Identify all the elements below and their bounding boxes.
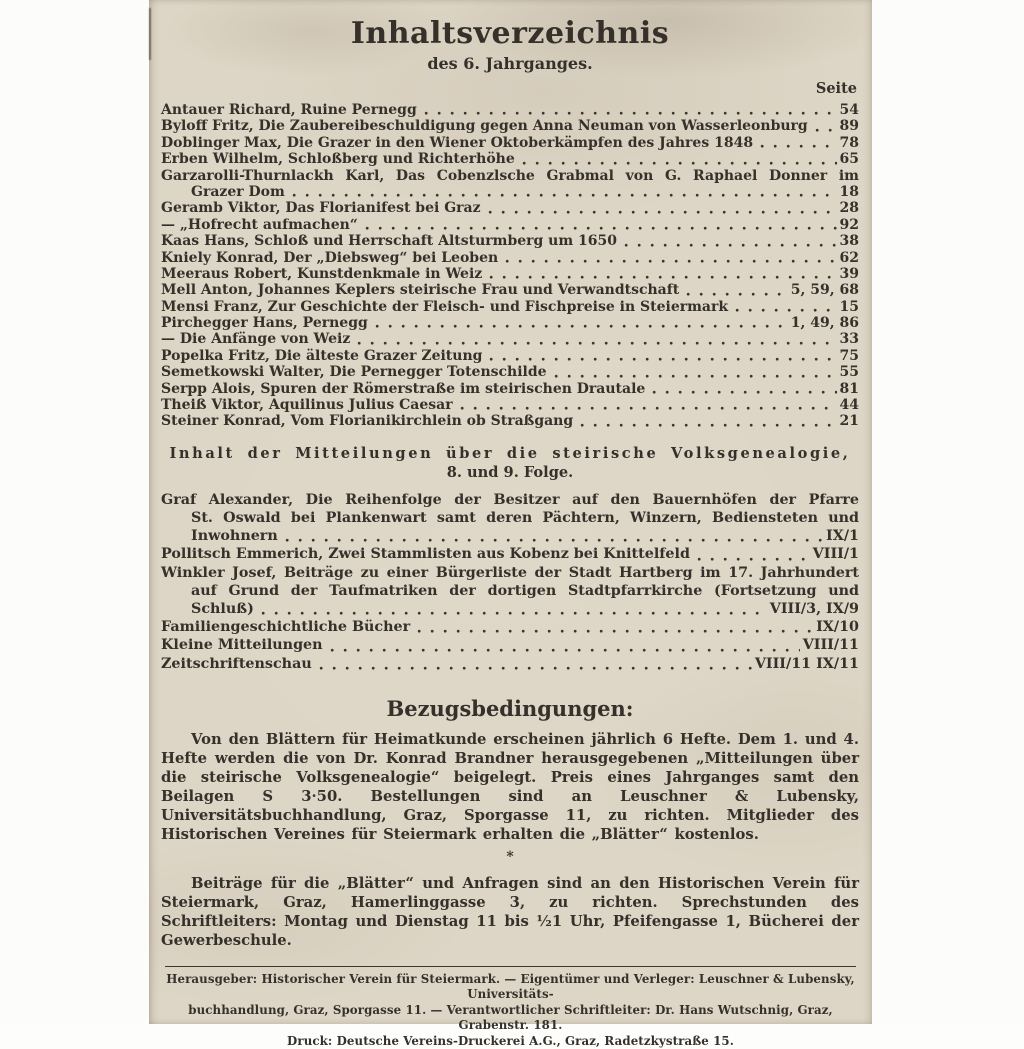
toc-page-number: 55 xyxy=(839,364,859,381)
toc-entry-text: Mensi Franz, Zur Geschichte der Fleisch- und Fischpreise in Steiermark xyxy=(161,298,729,315)
section-separator-asterisk: * xyxy=(506,848,514,865)
toc-entry-text: Popelka Fritz, Die älteste Grazer Zeitung xyxy=(161,347,483,364)
toc-entry-text: — Die Anfänge von Weiz xyxy=(161,331,351,348)
toc-entry-text: Grazer Dom xyxy=(191,183,285,200)
toc-entry-text: Antauer Richard, Ruine Pernegg xyxy=(161,102,417,118)
dot-leader xyxy=(460,406,837,411)
toc-entry-text: Kleine Mitteilungen xyxy=(161,637,323,654)
toc-entry-line xyxy=(161,135,859,151)
toc-entry-line xyxy=(161,564,859,582)
dot-leader xyxy=(505,259,836,264)
toc-page-number: IX/10 xyxy=(816,619,859,636)
dot-leader xyxy=(375,324,788,329)
toc-page-number: 44 xyxy=(839,397,859,414)
dot-leader xyxy=(365,226,837,231)
toc-entry-line xyxy=(161,102,859,118)
toc-entry-text: Erben Wilhelm, Schloßberg und Richterhöhe xyxy=(161,151,515,168)
dot-leader xyxy=(624,243,837,248)
dot-leader xyxy=(357,341,836,346)
toc-entry-line xyxy=(161,184,859,200)
dot-leader xyxy=(424,111,837,116)
dot-leader xyxy=(686,292,788,297)
dot-leader xyxy=(417,629,813,634)
toc-page-number: VIII/1 xyxy=(812,546,859,563)
toc-entry-text: auf Grund der Taufmatriken der dortigen Stadtpfarrkirche (Fortsetzung und xyxy=(191,582,859,599)
toc-page-number: 5, 59, 68 xyxy=(790,282,859,299)
toc-entry-line xyxy=(161,655,859,673)
toc-page-number: 78 xyxy=(839,134,859,151)
toc-entry-line xyxy=(161,266,859,282)
toc-entry-line xyxy=(161,618,859,636)
toc-page-number: 62 xyxy=(839,249,859,266)
toc-entry-text: Kniely Konrad, Der „Diebsweg“ bei Leoben xyxy=(161,249,499,266)
toc-entry-line xyxy=(161,217,859,233)
dot-leader xyxy=(760,144,836,149)
toc-entry-line xyxy=(161,282,859,298)
toc-entry-text: Winkler Josef, Beiträge zu einer Bürgerliste der Stadt Hartberg im 17. Jahrhundert xyxy=(161,564,859,581)
toc-page-number: VIII/11 IX/11 xyxy=(754,655,859,672)
toc-entry-text: Inwohnern xyxy=(191,528,278,545)
toc-entry-text: Semetkowski Walter, Die Pernegger Totenschilde xyxy=(161,364,547,381)
dot-leader xyxy=(330,648,800,653)
toc-entry-line xyxy=(161,364,859,380)
toc-page-number: 1, 49, 86 xyxy=(790,315,859,332)
toc-page-number: 38 xyxy=(839,233,859,250)
subscription-paragraph-2: Beiträge für die „Blätter“ und Anfragen sind an den Historischen Verein für Steiermark, Graz, Hamerlinggasse 3, zu richten. Sprechstunden des Schriftleiters: Montag und Dienstag 11 bis ½1 Uhr, Pfeifengasse 1, Bücherei der Gewerbeschule. xyxy=(161,874,859,949)
toc-entry-line xyxy=(161,315,859,331)
toc-page-number: 92 xyxy=(839,216,859,233)
dot-leader xyxy=(489,357,836,362)
toc-page-number: 75 xyxy=(839,347,859,364)
toc-page-number: 54 xyxy=(839,102,859,118)
toc-page-number: IX/1 xyxy=(826,528,859,545)
toc-entry-text: Mell Anton, Johannes Keplers steirische Frau und Verwandtschaft xyxy=(161,282,680,299)
dot-leader xyxy=(735,308,836,313)
toc-entry-text: Familiengeschichtliche Bücher xyxy=(161,619,411,636)
toc-page-number: VIII/3, IX/9 xyxy=(769,600,859,617)
dot-leader xyxy=(580,423,836,428)
toc-page-number: 15 xyxy=(839,298,859,315)
dot-leader xyxy=(285,538,823,543)
toc-entry-text: Geramb Viktor, Das Florianifest bei Graz xyxy=(161,200,481,217)
toc-page-number: 21 xyxy=(839,413,859,430)
dot-leader xyxy=(522,161,837,166)
page-content xyxy=(161,0,859,950)
toc-entry-line xyxy=(161,250,859,266)
toc-entry-line xyxy=(161,582,859,600)
toc-entry-line xyxy=(161,299,859,315)
page-title: Inhaltsverzeichnis xyxy=(350,16,670,51)
toc-entry-text: Pirchegger Hans, Pernegg xyxy=(161,315,368,332)
subscription-heading: Bezugsbedingungen: xyxy=(386,695,634,721)
toc-entry-text: Steiner Konrad, Vom Florianikirchlein ob Straßgang xyxy=(161,413,574,430)
toc-entry-text: Graf Alexander, Die Reihenfolge der Besitzer auf den Bauernhöfen der Pfarre xyxy=(161,491,859,508)
toc-entry-line xyxy=(161,233,859,249)
toc-entry-text: Schluß) xyxy=(191,600,254,617)
dot-leader xyxy=(261,611,767,616)
toc-entry-text: Byloff Fritz, Die Zaubereibeschuldigung gegen Anna Neuman von Wasserleonburg xyxy=(161,118,808,135)
toc-entry-line xyxy=(161,527,859,545)
toc-page-number: 81 xyxy=(839,380,859,397)
dot-leader xyxy=(815,128,837,133)
toc-entry-text: Garzarolli-Thurnlackh Karl, Das Cobenzlsche Grabmal von G. Raphael Donner im xyxy=(161,167,859,184)
toc-entry-text: St. Oswald bei Plankenwart samt deren Pächtern, Winzern, Bediensteten und xyxy=(191,510,859,526)
toc-entry-line xyxy=(161,413,859,429)
toc-entry-line xyxy=(161,348,859,364)
dot-leader xyxy=(652,390,836,395)
toc-entry-text: Theiß Viktor, Aquilinus Julius Caesar xyxy=(161,397,453,414)
toc-entry-text: Zeitschriftenschau xyxy=(161,655,312,672)
genealogy-section-heading-line2: 8. und 9. Folge. xyxy=(446,463,574,481)
dot-leader xyxy=(697,557,810,562)
dot-leader xyxy=(488,210,837,215)
toc-entry-line xyxy=(161,600,859,618)
imprint-line: Herausgeber: Historischer Verein für Steiermark. — Eigentümer und Verleger: Leuschner & Lubensky, Universitäts- xyxy=(166,972,855,1002)
imprint-line: buchhandlung, Graz, Sporgasse 11. — Verantwortlicher Schriftleiter: Dr. Hans Wutschnig, Graz, Grabenstr. 181. xyxy=(188,1002,833,1033)
toc-entry-line xyxy=(161,168,859,184)
toc-page-number: 89 xyxy=(839,118,859,135)
imprint-line: Druck: Deutsche Vereins-Druckerei A.G., Graz, Radetzkystraße 15. xyxy=(287,1033,734,1048)
toc-page-number: 28 xyxy=(839,200,859,217)
toc-page-number: 18 xyxy=(839,183,859,200)
toc-entry-text: — „Hofrecht aufmachen“ xyxy=(161,216,358,233)
toc-entry-line xyxy=(161,397,859,413)
toc-entry-text: Pollitsch Emmerich, Zwei Stammlisten aus Kobenz bei Knittelfeld xyxy=(161,546,690,563)
toc-entry-line xyxy=(161,118,859,134)
toc-entry-line xyxy=(161,491,859,509)
dot-leader xyxy=(489,275,836,280)
toc-entry-line xyxy=(161,545,859,563)
dot-leader xyxy=(292,193,837,198)
page-column-header: Seite xyxy=(815,80,857,97)
toc-entry-line xyxy=(161,331,859,347)
toc-entry-text: Serpp Alois, Spuren der Römerstraße im steirischen Drautale xyxy=(161,380,646,397)
toc-page-number: 65 xyxy=(839,151,859,168)
toc-genealogy-list xyxy=(161,491,859,673)
page-subtitle: des 6. Jahrganges. xyxy=(427,54,593,73)
toc-entry-text: Meeraus Robert, Kunstdenkmale in Weiz xyxy=(161,265,483,282)
toc-entry-line xyxy=(161,151,859,167)
footer-rule xyxy=(165,966,856,967)
toc-page-number: 39 xyxy=(839,265,859,282)
toc-page-number: 33 xyxy=(839,331,859,348)
toc-entry-line xyxy=(161,636,859,654)
toc-page-number: VIII/11 xyxy=(802,637,859,654)
toc-entry-text: Kaas Hans, Schloß und Herrschaft Altsturmberg um 1650 xyxy=(161,233,618,250)
toc-entry-line xyxy=(161,200,859,216)
toc-entry-text: Doblinger Max, Die Grazer in den Wiener Oktoberkämpfen des Jahres 1848 xyxy=(161,134,754,151)
book-page xyxy=(149,0,872,1048)
subscription-paragraph-1: Von den Blättern für Heimatkunde erscheinen jährlich 6 Hefte. Dem 1. und 4. Hefte werden die von Dr. Konrad Brandner herausgegebenen „Mitteilungen über die steirische Volksgenealogie“ beigelegt. Preis eines Jahrganges samt den Beilagen S 3·50. Bestellungen sind an Leuschner & Lubensky, Universitätsbuchhandlung, Graz, Sporgasse 11, zu richten. Mitglieder des Historischen Vereines für Steiermark erhalten die „Blätter“ kostenlos. xyxy=(161,730,859,843)
genealogy-section-heading-line1: Inhalt der Mitteilungen über die steirische Volksgenealogie, xyxy=(169,444,851,462)
dot-leader xyxy=(319,666,752,671)
dot-leader xyxy=(554,374,837,379)
imprint-footer xyxy=(163,966,858,1049)
toc-main-list xyxy=(161,102,859,430)
toc-entry-line xyxy=(161,381,859,397)
toc-entry-line xyxy=(161,509,859,527)
